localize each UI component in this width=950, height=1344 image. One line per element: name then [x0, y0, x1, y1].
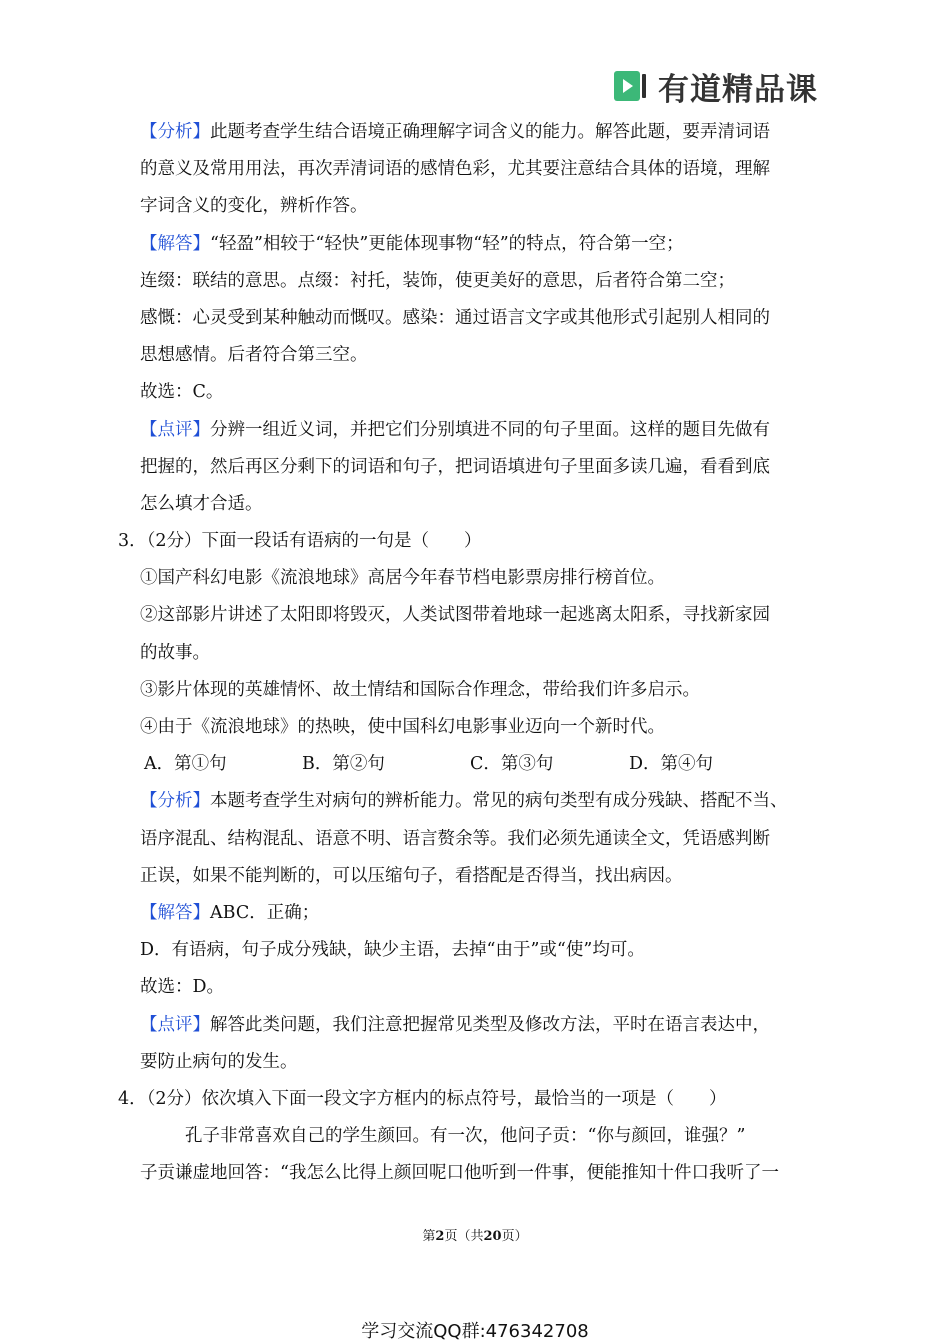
q4-passage-line-1: 孔子非常喜欢自己的学生颜回。有一次，他问子贡：“你与颜回，谁强？” [185, 1126, 746, 1147]
q2-answer-line-2: 连缀：联结的意思。点缀：衬托，装饰，使更美好的意思，后者符合第二空； [140, 270, 735, 291]
brand-name: 有道精品课 [658, 71, 818, 108]
q2-answer-line-1: 【解答】“轻盈”相较于“轻快”更能体现事物“轻”的特点，符合第一空； [140, 233, 684, 254]
page-content [118, 114, 848, 1192]
q3-analysis-line-2: 语序混乱、结构混乱、语意不明、语言赘余等。我们必须先通读全文，凭语感判断 [140, 828, 770, 849]
q3-item-1: ①国产科幻电影《流浪地球》高居今年春节档电影票房排行榜首位。 [140, 568, 665, 589]
q3-answer-line-2: D．有语病，句子成分残缺，缺少主语，去掉“由于”或“使”均可。 [140, 940, 645, 961]
q3-analysis-line-3: 正误，如果不能判断的，可以压缩句子，看搭配是否得当，找出病因。 [140, 865, 683, 886]
q3-options [118, 746, 848, 783]
q2-answer-line-3: 感慨：心灵受到某种触动而慨叹。感染：通过语言文字或其他形式引起别人相同的 [140, 307, 770, 328]
q3-option-a: A．第①句 [144, 754, 227, 775]
q2-analysis-line-1: 【分析】此题考查学生结合语境正确理解字词含义的能力。解答此题，要弄清词语 [140, 122, 770, 142]
brand-logo [612, 66, 818, 106]
q2-comment-line-1: 【点评】分辨一组近义词，并把它们分别填进不同的句子里面。这样的题目先做有 [140, 419, 770, 440]
q3-answer-line-3: 故选：D。 [140, 977, 225, 998]
q3-stem: 3．（2分）下面一段话有语病的一句是（ ） [118, 531, 482, 552]
q3-item-2: ②这部影片讲述了太阳即将毁灭，人类试图带着地球一起逃离太阳系，寻找新家园 [140, 605, 770, 626]
q2-comment-line-2: 把握的，然后再区分剩下的词语和句子，把词语填进句子里面多读几遍，看看到底 [140, 456, 770, 477]
q3-item-2-cont: 的故事。 [140, 642, 210, 663]
q2-comment-tag: 【点评】 [140, 419, 210, 440]
q3-item-3: ③影片体现的英雄情怀、故土情结和国际合作理念，带给我们许多启示。 [140, 679, 700, 700]
play-book-icon [612, 68, 648, 104]
q3-answer-tag: 【解答】 [140, 902, 210, 923]
q4-passage-line-2: 子贡谦虚地回答：“我怎么比得上颜回呢口他听到一件事，便能推知十件口我听了一 [140, 1163, 779, 1184]
q3-comment-tag: 【点评】 [140, 1014, 210, 1035]
q3-analysis-line-1: 【分析】本题考查学生对病句的辨析能力。常见的病句类型有成分残缺、搭配不当、 [140, 791, 788, 812]
q2-analysis-tag: 【分析】 [140, 122, 210, 142]
q2-answer-line-4: 思想感情。后者符合第三空。 [140, 345, 368, 366]
q3-comment-line-1: 【点评】解答此类问题，我们注意把握常见类型及修改方法，平时在语言表达中， [140, 1014, 770, 1035]
q2-analysis-line-2: 的意义及常用用法，再次弄清词语的感情色彩，尤其要注意结合具体的语境，理解 [140, 159, 770, 180]
q3-option-c: C．第③句 [470, 754, 554, 775]
page-number: 第2页（共20页） [422, 1229, 528, 1244]
q2-answer-line-5: 故选：C。 [140, 382, 224, 403]
q3-comment-line-2: 要防止病句的发生。 [140, 1051, 298, 1072]
q3-answer-line-1: 【解答】ABC．正确； [140, 902, 320, 923]
q3-option-b: B．第②句 [302, 754, 385, 775]
q3-option-d: D．第④句 [629, 754, 714, 775]
q3-analysis-tag: 【分析】 [140, 791, 210, 812]
qq-group-text: 学习交流QQ群:476342708 [361, 1321, 589, 1342]
q4-stem: 4．（2分）依次填入下面一段文字方框内的标点符号，最恰当的一项是（ ） [118, 1088, 727, 1109]
q2-analysis-line-3: 字词含义的变化，辨析作答。 [140, 196, 368, 217]
q2-answer-tag: 【解答】 [140, 233, 210, 254]
q2-comment-line-3: 怎么填才合适。 [140, 493, 263, 514]
q3-item-4: ④由于《流浪地球》的热映，使中国科幻电影事业迈向一个新时代。 [140, 717, 665, 737]
